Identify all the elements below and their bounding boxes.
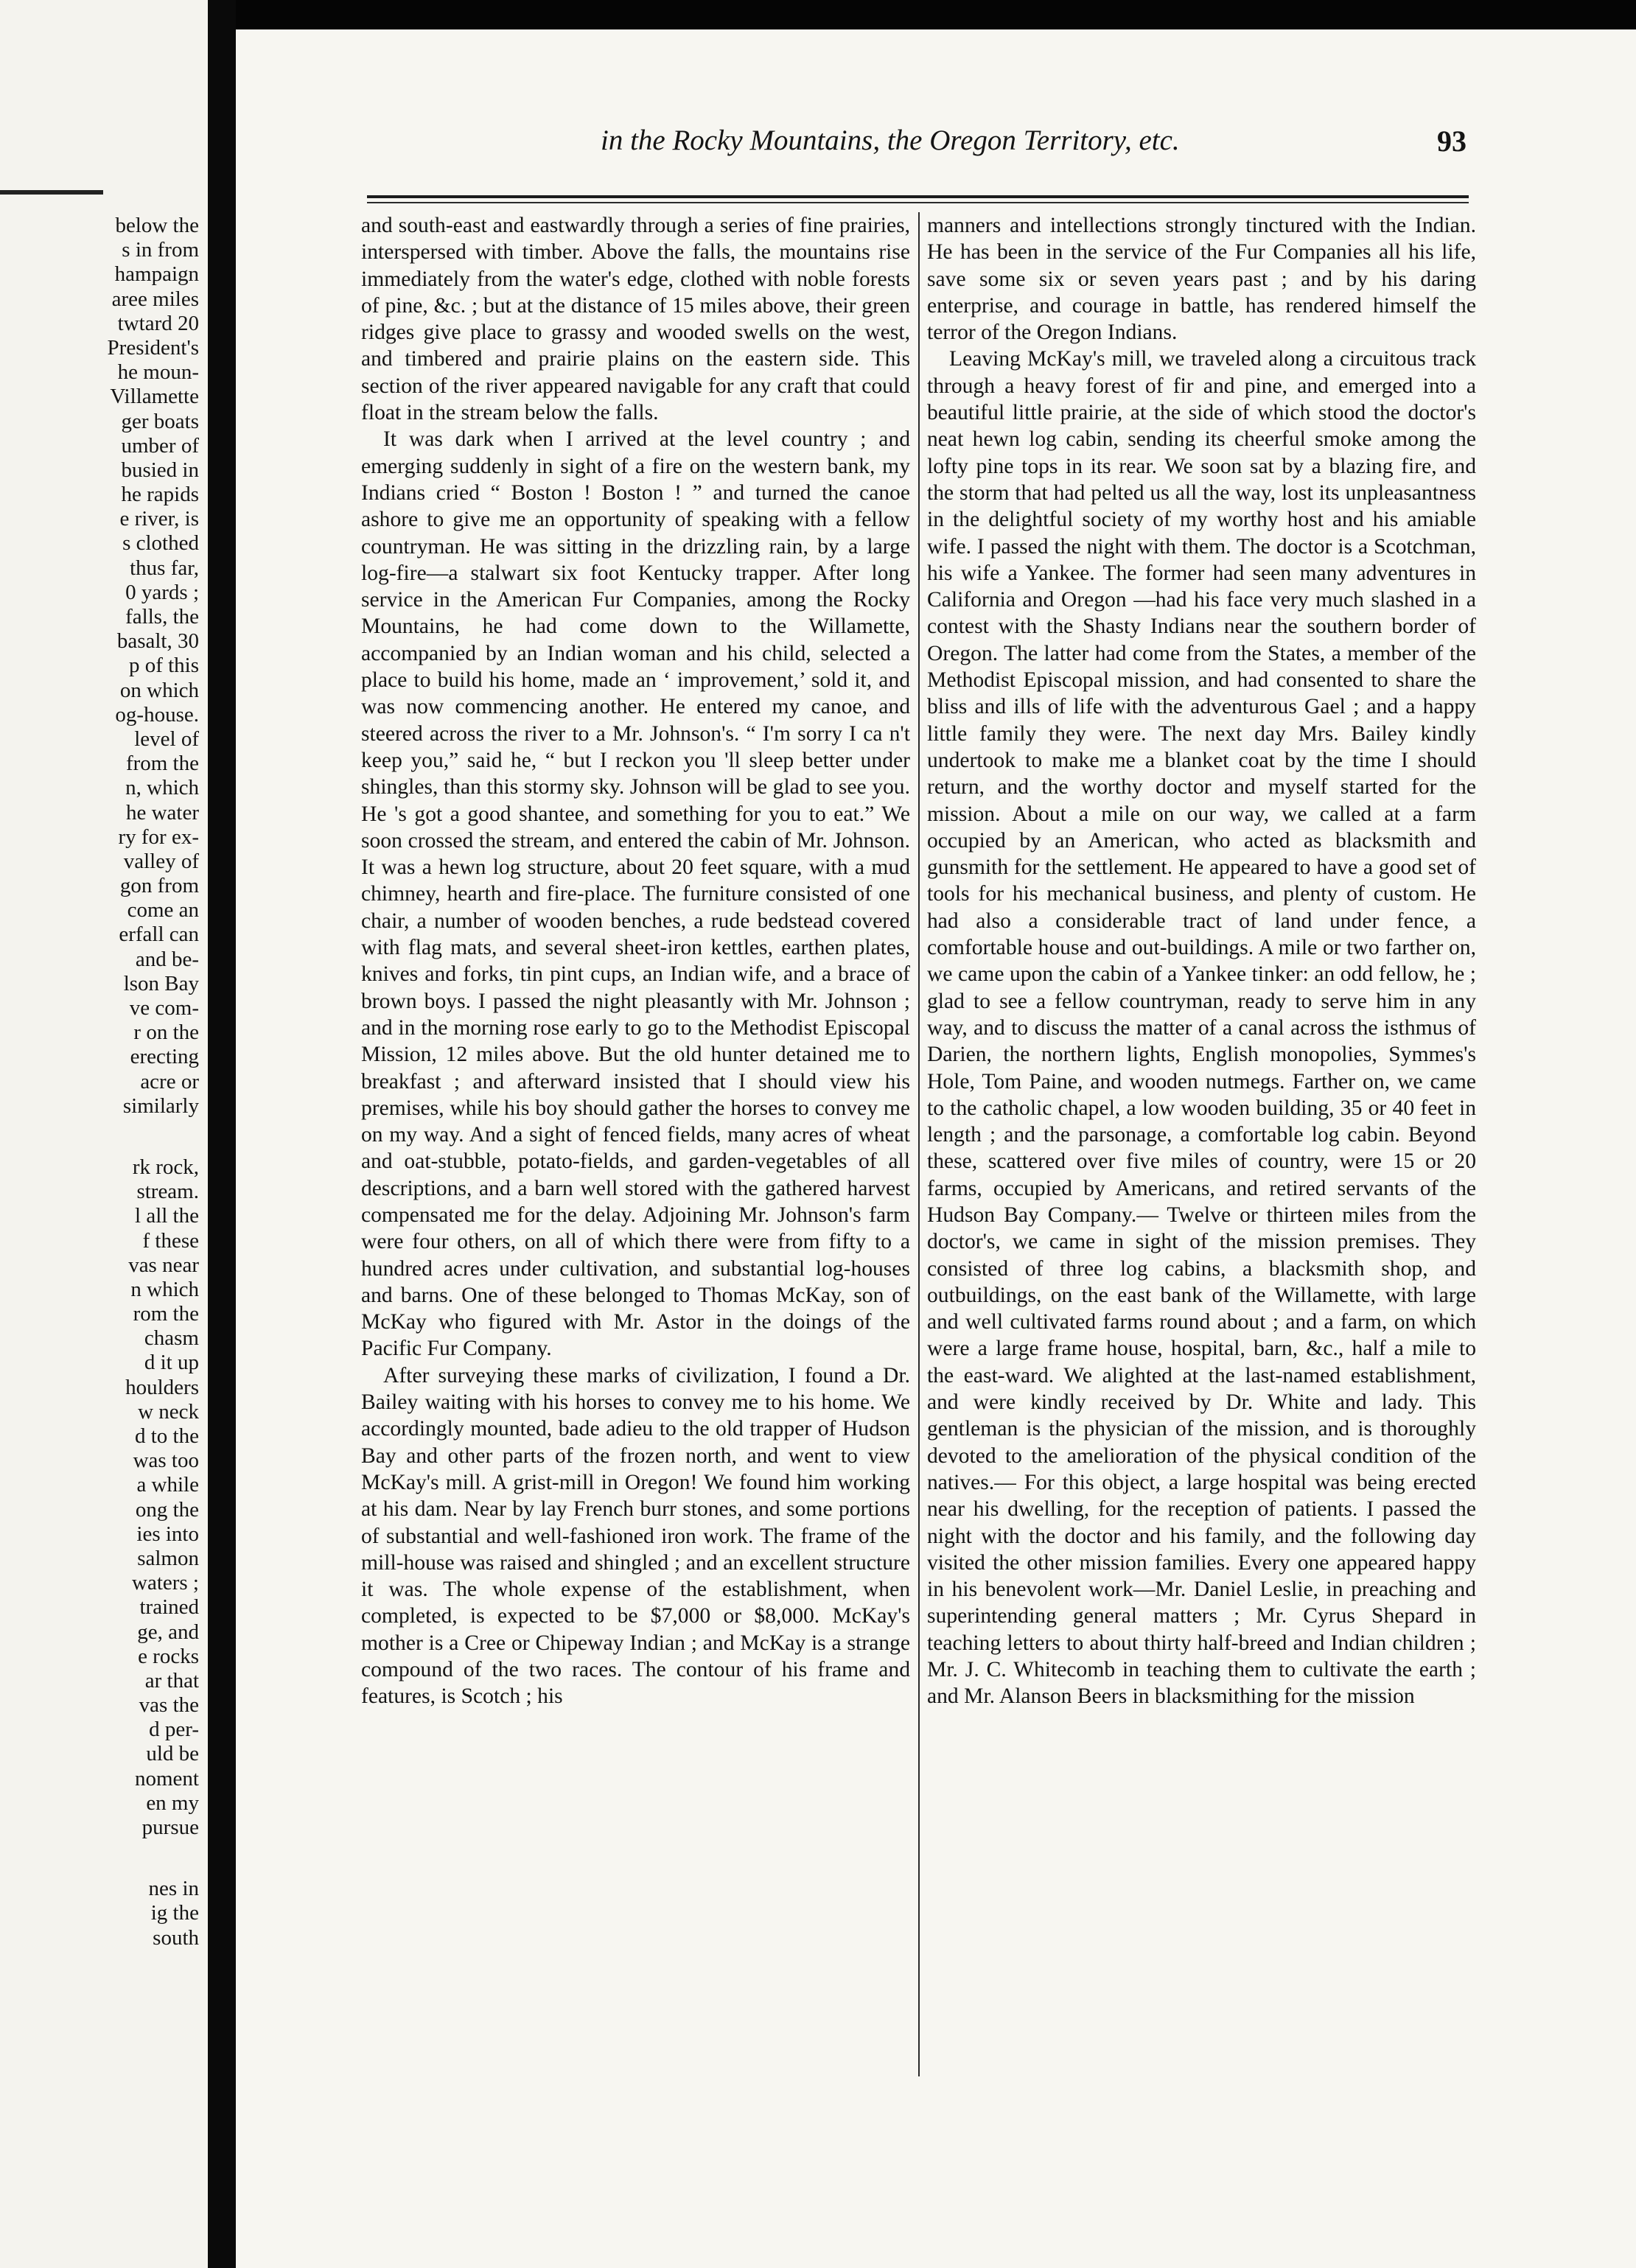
previous-page-line: rk rock, <box>132 1155 199 1179</box>
previous-page-line: busied in <box>121 458 199 482</box>
previous-page-line <box>0 1119 199 1155</box>
previous-page-line: f these <box>142 1228 199 1253</box>
header-rule-thin <box>367 202 1469 203</box>
previous-page-line: salmon <box>137 1546 199 1570</box>
previous-page-line: ve com- <box>129 996 199 1020</box>
previous-page-line: e river, is <box>119 507 199 531</box>
previous-page-line: erecting <box>130 1045 199 1069</box>
previous-page-line: he moun- <box>117 360 199 385</box>
running-title: in the Rocky Mountains, the Oregon Territory, etc. <box>601 125 1180 156</box>
previous-page-line: stream. <box>136 1180 199 1204</box>
previous-page-line <box>0 1840 199 1877</box>
previous-page-line: n, which <box>125 776 199 800</box>
previous-page-line: basalt, 30 <box>116 629 199 654</box>
previous-page-line: erfall can <box>119 923 199 947</box>
previous-page-text <box>0 214 199 1950</box>
previous-page-line: trained <box>139 1595 199 1620</box>
previous-page-line: similarly <box>122 1093 199 1118</box>
previous-page-line: south <box>153 1925 199 1950</box>
previous-page-line: lson Bay <box>123 971 199 995</box>
previous-page-line: d per- <box>149 1718 199 1742</box>
previous-page-line: rom the <box>133 1302 199 1326</box>
previous-page-line: vas the <box>139 1693 199 1718</box>
previous-page-line: Villamette <box>110 385 199 409</box>
previous-page-line: ies into <box>136 1522 199 1546</box>
paragraph: and south-east and eastwardly through a series of fine prairies, interspersed with timber. Above the falls, the mountains rise immediately from the water's edge, clothed with noble forests of pine, &c. ; but at the distance of 15 miles above, their green ridges give place to grassy and wooded swells on the west, and timbered and prairie plains on the eastern side. This section of the river appeared navigable for any craft that could float in the stream below the falls. <box>361 214 910 425</box>
previous-page-line: nes in <box>148 1877 199 1901</box>
page-number: 93 <box>1437 125 1467 158</box>
paragraph: After surveying these marks of civilization, I found a Dr. Bailey waiting with his horses to convey me to his home. We accordingly mounted, bade adieu to the old trapper of Hudson Bay and other parts of the frozen north, and went to view McKay's mill. A grist-mill in Oregon! We found him working at his dam. Near by lay French burr stones, and some portions of substantial and well-fashioned iron work. The frame of the mill-house was raised and shingled ; and an excellent structure it was. The whole expense of the establishment, when completed, is expected to be $7,000 or $8,000. McKay's mother is a Cree or Chipeway Indian ; and McKay is a strange compound of the two races. The contour of his frame and features, is Scotch ; his <box>361 1363 910 1709</box>
previous-page-line: noment <box>135 1766 199 1791</box>
previous-page-line: ar that <box>144 1668 199 1693</box>
previous-page-line: a while <box>136 1473 199 1497</box>
previous-page-line: s clothed <box>122 531 199 556</box>
previous-page-line: uld be <box>146 1742 199 1766</box>
previous-page-line: houlders <box>125 1375 199 1399</box>
previous-page-line: chasm <box>144 1326 199 1351</box>
previous-page-line: s in from <box>122 238 199 262</box>
paragraph: Leaving McKay's mill, we traveled along a circuitous track through a heavy forest of fir and pine, and emerged into a beautiful little prairie, at the side of which stood the doctor's neat hewn log cabin, sending its cheerful smoke among the lofty pine tops in its rear. We soon sat by a blazing fire, and the storm that had pelted us all the way, lost its unpleasantness in the delightful society of my worthy host and his amiable wife. I passed the night with them. The doctor is a Scotchman, his wife a Yankee. The former had seen many adventures in California and Oregon —had his face very much slashed in a contest with the Shasty Indians near the southern border of Oregon. The latter had come from the States, a member of the Methodist Episcopal mission, and had consented to share the bliss and ills of life with the adventurous Gael ; and a happy little family they were. The next day Mrs. Bailey kindly undertook to make me a blanket coat by the time I should return, and the worthy doctor and myself started for the mission. About a mile on our way, we called at a farm occupied by an American, who acted as blacksmith and gunsmith for the settlement. He appeared to have a good set of tools for his mechanical business, and plenty of custom. He had also a considerable tract of land under fence, a comfortable house and out-buildings. A mile or two farther on, we came upon the cabin of a Yankee tinker: an odd fellow, he ; glad to see a fellow countryman, ready to serve him in any way, and to discuss the matter of a canal across the isthmus of Darien, the northern lights, English monopolies, Symmes's Hole, Tom Paine, and wooden nutmegs. Farther on, we came to the catholic chapel, a low wooden building, 35 or 40 feet in length ; and the parsonage, a comfortable log cabin. Beyond these, scattered over five miles of country, were 15 or 20 farms, occupied by Americans, and retired servants of the Hudson Bay Company.— Twelve or thirteen miles from the doctor's, we came in sight of the mission premises. They consisted of three log cabins, a blacksmith shop, and outbuildings, on the east bank of the Willamette, with large and well cultivated farms round about ; and a farm, on which were a large frame house, hospital, barn, &c., half a mile to the east-ward. We alighted at the last-named establishment, and were kindly received by Dr. White and lady. This gentleman is the physician of the mission, and is thoroughly devoted to the amelioration of the physical condition of the natives.— For this object, a large hospital was being erected near his dwelling, for the reception of patients. I passed the night with the doctor and his family, and the following day visited the other mission families. Every one appeared happy in his benevolent work—Mr. Daniel Leslie, in preaching and superintending general matters ; Mr. Cyrus Shepard in teaching letters to about thirty half-breed and Indian children ; Mr. J. C. Whitecomb in teaching them to cultivate the earth ; and Mr. Alanson Beers in blacksmithing for the mission <box>927 347 1476 1709</box>
previous-page-line: umber of <box>121 433 199 458</box>
previous-page-line: falls, the <box>125 605 199 629</box>
previous-page-line: pursue <box>141 1816 199 1839</box>
paragraph: It was dark when I arrived at the level country ; and emerging suddenly in sight of a fire on the western bank, my Indians cried “ Boston ! Boston ! ” and turned the canoe ashore to give me an opportunity of speaking with a fellow countryman. He was sitting in the drizzling rain, by a large log-fire—a stalwart six foot Kentucky trapper. After long service in the American Fur Companies, among the Rocky Mountains, he had come down to the Willamette, accompanied by an Indian woman and his child, selected a place to build his home, made an ‘ improvement,’ sold it, and was now commencing another. He entered my canoe, and steered across the river to a Mr. Johnson's. “ I'm sorry I ca n't keep you,” said he, “ but I reckon you 'll sleep better under shingles, than this stormy sky. Johnson will be glad to see you. He 's got a good shantee, and something for you to eat.” We soon crossed the stream, and entered the cabin of Mr. Johnson. It was a hewn log structure, about 20 feet square, with a mud chimney, hearth and fire-place. The furniture consisted of one chair, a number of wooden benches, a rude bedstead covered with flag mats, and several sheet-iron kettles, earthen plates, knives and forks, tin pint cups, an Indian wife, and a brace of brown boys. I passed the night pleasantly with Mr. Johnson ; and in the morning rose early to go to the Methodist Episcopal Mission, 12 miles above. But the old hunter detained me to breakfast ; and afterward insisted that I should view his premises, while his boy should gather the horses to convey me on my way. And a sight of fenced fields, many acres of wheat and oat-stubble, potato-fields, and garden-vegetables of all descriptions, and a barn well stored with the gathered harvest compensated me for the delay. Adjoining Mr. Johnson's farm were four others, on all of which there were from fifty to a hundred acres under cultivation, and substantial log-houses and barns. One of these belonged to Thomas McKay, son of McKay who figured with Mr. Astor in the doings of the Pacific Fur Company. <box>361 427 910 1361</box>
previous-page-line: ge, and <box>137 1620 199 1644</box>
previous-page-rule <box>0 190 103 195</box>
previous-page-line: he water <box>125 800 199 825</box>
previous-page-line: og-house. <box>115 702 199 727</box>
previous-page-line: l all the <box>135 1204 199 1228</box>
previous-page-line: waters ; <box>132 1571 199 1595</box>
previous-page-line: he rapids <box>121 483 199 507</box>
previous-page-fragment <box>0 0 208 2268</box>
previous-page-line: thus far, <box>130 556 199 580</box>
previous-page-line: d it up <box>144 1351 199 1375</box>
text-column-right <box>927 212 1476 2054</box>
previous-page-line: ry for ex- <box>118 825 199 849</box>
previous-page-line: from the <box>125 752 199 776</box>
previous-page-line: en my <box>146 1791 199 1815</box>
previous-page-line: acre or <box>140 1069 199 1093</box>
header-rule <box>367 195 1469 198</box>
text-column-left <box>361 212 910 2054</box>
previous-page-line: p of this <box>128 654 199 678</box>
previous-page-line: and be- <box>135 947 199 971</box>
previous-page-line: d to the <box>135 1424 199 1448</box>
running-header <box>346 124 1467 175</box>
paragraph: manners and intellections strongly tinctured with the Indian. He has been in the service of the Fur Companies all his life, save some six or seven years past ; and by his daring enterprise, and courage in battle, has rendered himself the terror of the Oregon Indians. <box>927 214 1476 345</box>
previous-page-line: n which <box>130 1277 199 1301</box>
previous-page-line: ong the <box>135 1497 199 1522</box>
previous-page-line: twtard 20 <box>117 311 199 335</box>
previous-page-line: was too <box>133 1449 199 1473</box>
previous-page-line: come an <box>127 898 199 923</box>
previous-page-line: r on the <box>133 1021 199 1045</box>
previous-page-line: hampaign <box>114 262 199 287</box>
previous-page-line: on which <box>119 678 199 702</box>
previous-page-line: below the <box>115 214 199 237</box>
previous-page-line: ig the <box>150 1901 199 1925</box>
previous-page-line: level of <box>134 727 199 751</box>
previous-page-line: valley of <box>123 849 199 873</box>
previous-page-line: 0 yards ; <box>125 580 199 604</box>
previous-page-line: vas near <box>128 1253 199 1277</box>
previous-page-line: gon from <box>119 874 199 898</box>
previous-page-line: aree miles <box>111 287 199 311</box>
previous-page-line: e rocks <box>138 1644 199 1668</box>
page-gutter <box>208 0 236 2268</box>
previous-page-line: ger boats <box>121 409 199 433</box>
column-divider <box>918 212 920 2076</box>
previous-page-line: w neck <box>138 1399 199 1424</box>
previous-page-line: President's <box>107 335 199 360</box>
